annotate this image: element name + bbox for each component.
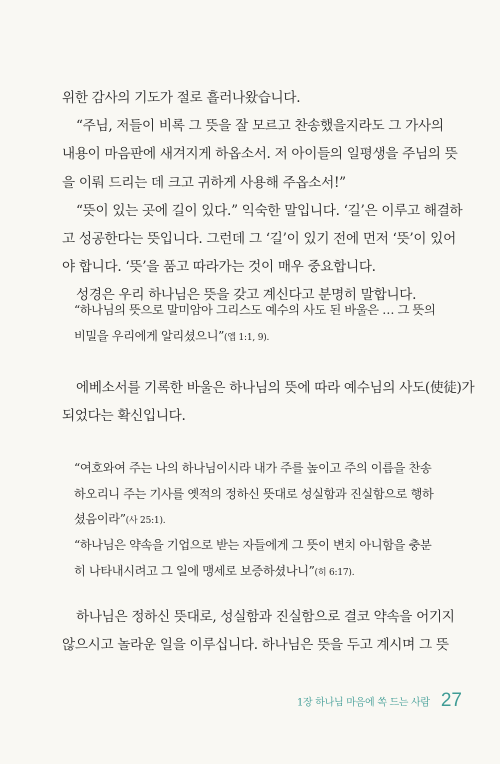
scripture-quote-ephesians	[62, 298, 454, 351]
paragraph-paul	[62, 374, 475, 430]
text-line: “주님, 저들이 비록 그 뜻을 잘 모르고 찬송했을지라도 그 가사의	[76, 118, 444, 135]
scripture-quote-hebrews	[62, 533, 454, 586]
quote-line: “하나님의 뜻으로 말미암아 그리스도 예수의 사도 된 바울은 … 그 뜻의	[74, 303, 436, 317]
paragraph-gratitude	[62, 84, 463, 310]
text-line: “뜻이 있는 곳에 길이 있다.” 익숙한 말입니다. ‘길’은 이루고 해결하	[76, 202, 463, 219]
text-line: 않으시고 놀라운 일을 이루십니다. 하나님은 뜻을 두고 계시며 그 뜻	[62, 637, 449, 654]
scripture-quote-isaiah	[62, 456, 454, 535]
quote-line: 비밀을 우리에게 알리셨으니”(엡 1:1, 9).	[74, 328, 270, 343]
quote-line: “하나님은 약속을 기업으로 받는 자들에게 그 뜻이 변치 아니함을 충분	[74, 538, 432, 552]
text-line: 되었다는 확신입니다.	[62, 408, 186, 425]
text-line: 하나님은 정하신 뜻대로, 성실함과 진실함으로 결코 약속을 어기지	[76, 609, 455, 625]
page-number: 27	[440, 690, 462, 711]
text-line: 내용이 마음판에 새겨지게 하옵소서. 저 아이들의 일평생을 주님의 뜻	[62, 146, 458, 163]
text-line: 성경은 우리 하나님은 뜻을 갖고 계신다고 분명히 말합니다.	[76, 287, 417, 304]
quote-line: 셨음이라”(사 25:1).	[74, 512, 166, 527]
quote-line: 히 나타내시려고 그 일에 맹세로 보증하셨나니”(히 6:17).	[74, 563, 355, 578]
text-line: 고 성공한다는 뜻입니다. 그런데 그 ‘길’이 있기 전에 먼저 ‘뜻’이 있어	[62, 231, 456, 248]
verse-citation: (엡 1:1, 9).	[224, 332, 270, 343]
text-line: 에베소서를 기록한 바울은 하나님의 뜻에 따라 예수님의 사도(使徒)가	[76, 380, 475, 396]
text-line: 야 합니다. ‘뜻’을 품고 따라가는 것이 매우 중요합니다.	[62, 259, 376, 276]
quote-line: “여호와여 주는 나의 하나님이시라 내가 주를 높이고 주의 이름을 찬송	[74, 461, 432, 475]
paragraph-promise	[62, 603, 454, 659]
text-line: 위한 감사의 기도가 절로 흘러나왔습니다.	[62, 90, 301, 106]
page-footer	[272, 690, 462, 712]
quote-line: 하오리니 주는 기사를 옛적의 정하신 뜻대로 성실함과 진실함으로 행하	[74, 486, 434, 501]
text-line: 을 이뤄 드리는 데 크고 귀하게 사용해 주옵소서!”	[62, 174, 346, 191]
verse-citation: (사 25:1).	[125, 516, 166, 527]
verse-citation: (히 6:17).	[314, 567, 355, 578]
running-head: 1장 하나님 마음에 쏙 드는 사람	[296, 697, 430, 709]
